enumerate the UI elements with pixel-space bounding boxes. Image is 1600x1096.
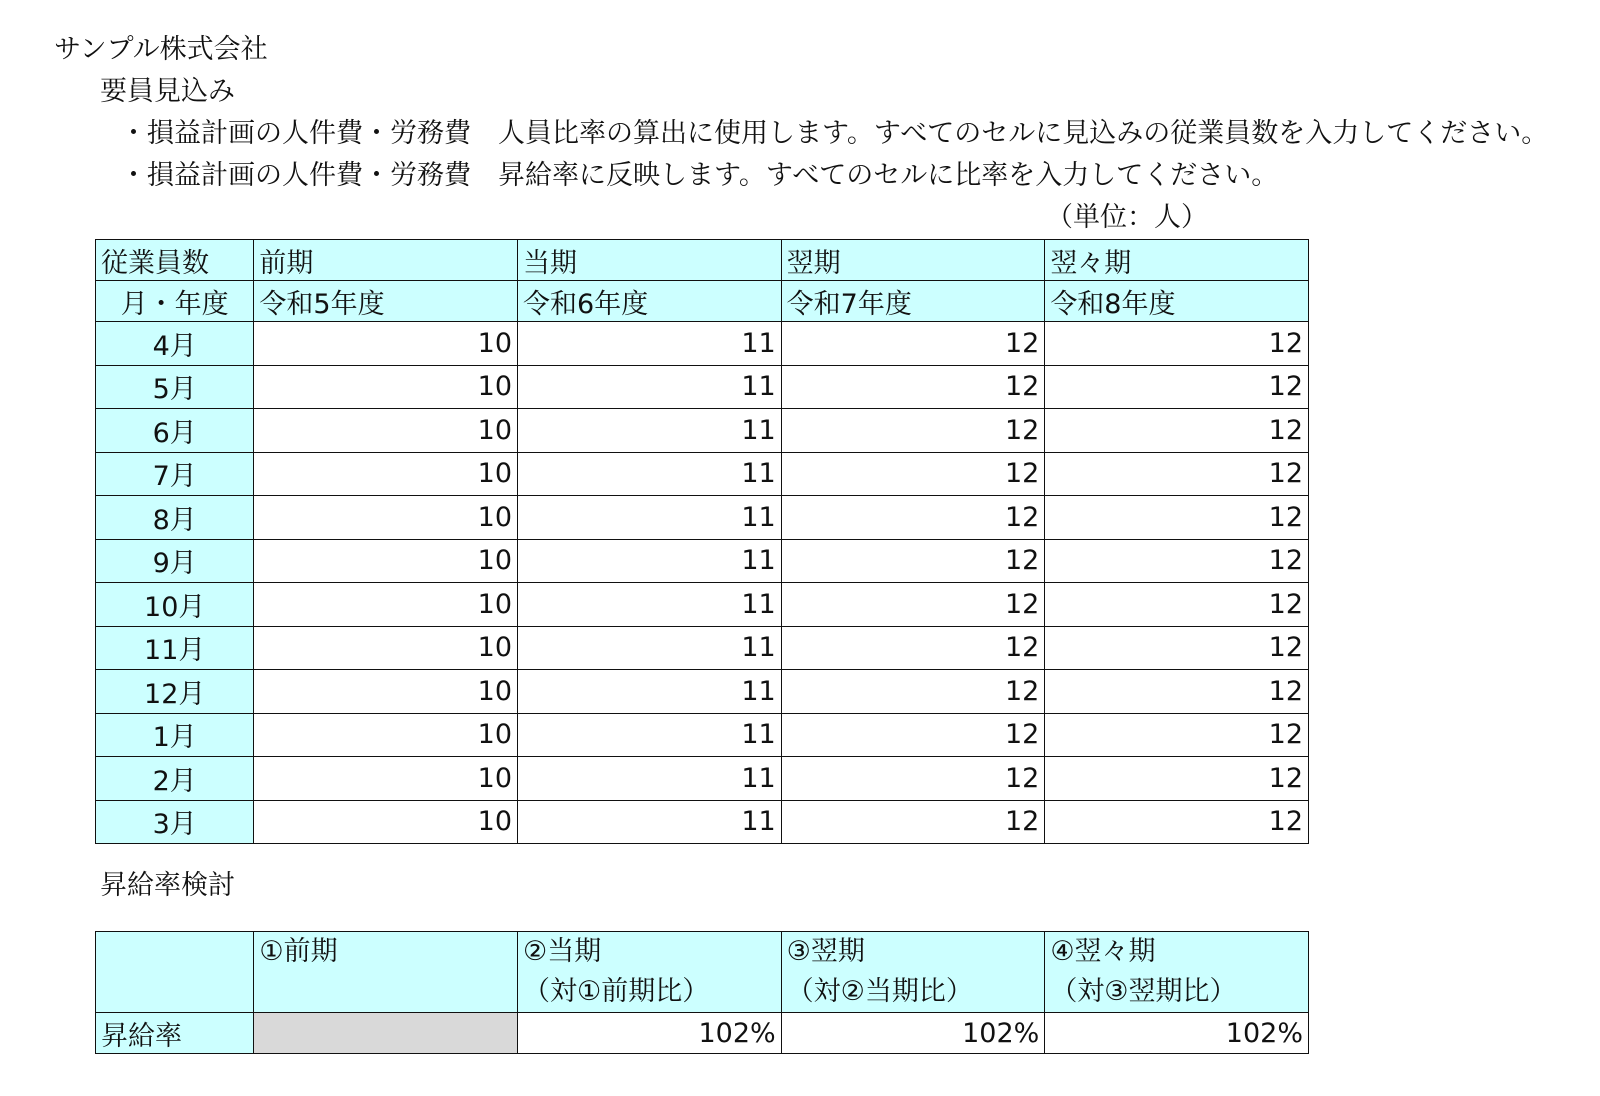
staff-count-cell-prev[interactable]: 10 — [254, 626, 518, 670]
month-label: 3月 — [96, 800, 254, 844]
staff-count-cell-current[interactable]: 11 — [518, 713, 782, 757]
raise-cell-next[interactable]: 102% — [781, 1013, 1045, 1054]
header-year-after-next: 令和8年度 — [1045, 281, 1309, 322]
raise-header-current-line1: ②当期 — [523, 936, 602, 967]
staff-count-cell-after-next[interactable]: 12 — [1045, 713, 1309, 757]
staff-count-cell-prev[interactable]: 10 — [254, 409, 518, 453]
staff-count-cell-after-next[interactable]: 12 — [1045, 409, 1309, 453]
staff-count-cell-next[interactable]: 12 — [781, 757, 1045, 801]
table-row — [96, 670, 1309, 714]
table-row — [96, 713, 1309, 757]
table-row — [96, 539, 1309, 583]
header-period-current: 当期 — [518, 240, 782, 281]
section-title: 要員見込み — [100, 76, 235, 107]
staff-count-cell-next[interactable]: 12 — [781, 365, 1045, 409]
table-row — [96, 496, 1309, 540]
raise-header-after-next — [1045, 932, 1309, 1013]
staff-count-cell-current[interactable]: 11 — [518, 322, 782, 366]
raise-row-label: 昇給率 — [96, 1013, 254, 1054]
staff-count-cell-next[interactable]: 12 — [781, 626, 1045, 670]
raise-header-next — [781, 932, 1045, 1013]
staff-count-cell-next[interactable]: 12 — [781, 713, 1045, 757]
month-label: 1月 — [96, 713, 254, 757]
header-period-prev: 前期 — [254, 240, 518, 281]
header-period-next: 翌期 — [781, 240, 1045, 281]
raise-header-current-line2: （対①前期比） — [523, 976, 710, 1007]
staff-count-cell-current[interactable]: 11 — [518, 365, 782, 409]
staff-count-cell-next[interactable]: 12 — [781, 539, 1045, 583]
month-label: 5月 — [96, 365, 254, 409]
note-raise-rate: ・損益計画の人件費・労務費 昇給率に反映します。すべてのセルに比率を入力してください。 — [120, 160, 1279, 191]
raise-header-after-next-line1: ④翌々期 — [1050, 936, 1156, 967]
staff-count-cell-prev[interactable]: 10 — [254, 322, 518, 366]
raise-header-after-next-line2: （対③翌期比） — [1050, 976, 1237, 1007]
staff-count-cell-after-next[interactable]: 12 — [1045, 365, 1309, 409]
staff-count-cell-prev[interactable]: 10 — [254, 452, 518, 496]
staff-count-cell-after-next[interactable]: 12 — [1045, 496, 1309, 540]
corner-header-top: 従業員数 — [96, 240, 254, 281]
staff-count-cell-next[interactable]: 12 — [781, 670, 1045, 714]
raise-value-row — [96, 1013, 1309, 1054]
month-label: 8月 — [96, 496, 254, 540]
staff-count-cell-next[interactable]: 12 — [781, 452, 1045, 496]
staff-count-cell-current[interactable]: 11 — [518, 626, 782, 670]
staff-count-cell-prev[interactable]: 10 — [254, 800, 518, 844]
table-row — [96, 800, 1309, 844]
company-name: サンプル株式会社 — [54, 34, 268, 65]
staff-count-cell-after-next[interactable]: 12 — [1045, 800, 1309, 844]
staff-count-cell-current[interactable]: 11 — [518, 496, 782, 540]
raise-header-next-line2: （対②当期比） — [786, 976, 973, 1007]
staff-count-cell-next[interactable]: 12 — [781, 496, 1045, 540]
raise-cell-prev — [254, 1013, 518, 1054]
header-year-prev: 令和5年度 — [254, 281, 518, 322]
staff-count-cell-prev[interactable]: 10 — [254, 757, 518, 801]
staff-count-cell-next[interactable]: 12 — [781, 800, 1045, 844]
staff-count-cell-current[interactable]: 11 — [518, 670, 782, 714]
staff-count-cell-prev[interactable]: 10 — [254, 539, 518, 583]
header-row-year — [96, 281, 1309, 322]
header-period-after-next: 翌々期 — [1045, 240, 1309, 281]
note-staff-ratio: ・損益計画の人件費・労務費 人員比率の算出に使用します。すべてのセルに見込みの従業員数を入力してください。 — [120, 118, 1549, 149]
table-row — [96, 409, 1309, 453]
raise-header-prev-line1: ①前期 — [259, 936, 338, 967]
staff-forecast-table — [95, 239, 1309, 844]
month-label: 2月 — [96, 757, 254, 801]
table-row — [96, 626, 1309, 670]
raise-header-row — [96, 932, 1309, 1013]
month-label: 11月 — [96, 626, 254, 670]
staff-count-cell-after-next[interactable]: 12 — [1045, 670, 1309, 714]
month-label: 7月 — [96, 452, 254, 496]
staff-count-cell-current[interactable]: 11 — [518, 409, 782, 453]
table-row — [96, 757, 1309, 801]
staff-count-cell-current[interactable]: 11 — [518, 583, 782, 627]
month-label: 10月 — [96, 583, 254, 627]
table-row — [96, 452, 1309, 496]
staff-count-cell-prev[interactable]: 10 — [254, 670, 518, 714]
raise-header-prev — [254, 932, 518, 1013]
staff-count-cell-current[interactable]: 11 — [518, 757, 782, 801]
staff-count-cell-after-next[interactable]: 12 — [1045, 539, 1309, 583]
table-row — [96, 583, 1309, 627]
staff-count-cell-after-next[interactable]: 12 — [1045, 757, 1309, 801]
staff-count-cell-after-next[interactable]: 12 — [1045, 626, 1309, 670]
staff-count-cell-prev[interactable]: 10 — [254, 496, 518, 540]
raise-corner — [96, 932, 254, 1013]
header-row-period — [96, 240, 1309, 281]
staff-count-cell-after-next[interactable]: 12 — [1045, 583, 1309, 627]
raise-rate-table — [95, 931, 1309, 1054]
month-label: 6月 — [96, 409, 254, 453]
staff-count-cell-next[interactable]: 12 — [781, 583, 1045, 627]
staff-count-cell-after-next[interactable]: 12 — [1045, 322, 1309, 366]
staff-count-cell-prev[interactable]: 10 — [254, 583, 518, 627]
header-year-current: 令和6年度 — [518, 281, 782, 322]
month-label: 9月 — [96, 539, 254, 583]
raise-cell-after-next[interactable]: 102% — [1045, 1013, 1309, 1054]
staff-count-cell-next[interactable]: 12 — [781, 409, 1045, 453]
staff-count-cell-next[interactable]: 12 — [781, 322, 1045, 366]
unit-label: （単位：人） — [1046, 202, 1208, 233]
corner-header-bottom: 月・年度 — [96, 281, 254, 322]
staff-count-cell-current[interactable]: 11 — [518, 800, 782, 844]
month-label: 12月 — [96, 670, 254, 714]
raise-section-title: 昇給率検討 — [100, 870, 235, 901]
raise-header-next-line1: ③翌期 — [786, 936, 865, 967]
staff-count-cell-prev[interactable]: 10 — [254, 365, 518, 409]
table-row — [96, 365, 1309, 409]
staff-count-cell-prev[interactable]: 10 — [254, 713, 518, 757]
staff-count-cell-after-next[interactable]: 12 — [1045, 452, 1309, 496]
month-label: 4月 — [96, 322, 254, 366]
table-row — [96, 322, 1309, 366]
header-year-next: 令和7年度 — [781, 281, 1045, 322]
raise-cell-current[interactable]: 102% — [518, 1013, 782, 1054]
staff-count-cell-current[interactable]: 11 — [518, 539, 782, 583]
raise-header-current — [518, 932, 782, 1013]
staff-count-cell-current[interactable]: 11 — [518, 452, 782, 496]
